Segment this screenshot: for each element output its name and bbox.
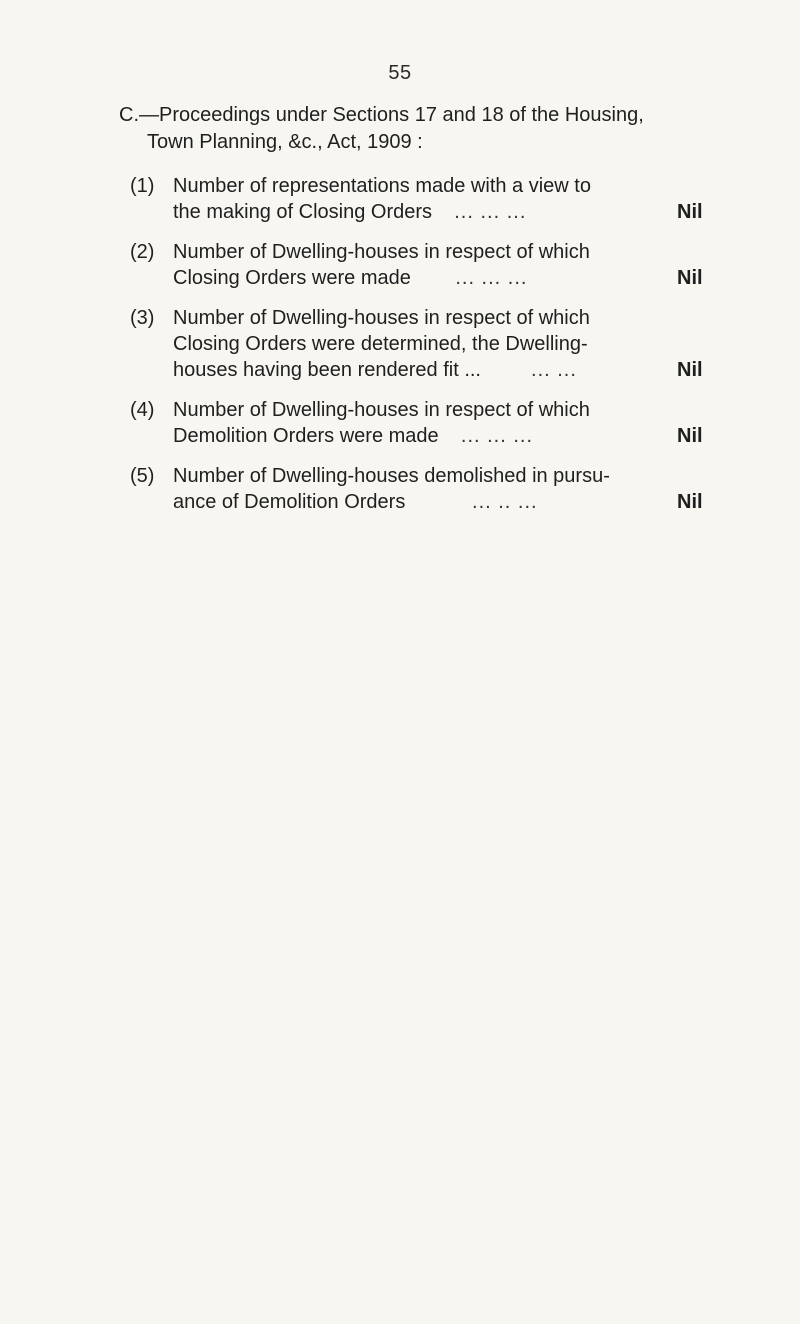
item-line: Number of Dwelling-houses in respect of which xyxy=(173,307,590,329)
item-last-text: ance of Demolition Orders xyxy=(173,491,406,513)
item-value: Nil xyxy=(677,359,703,381)
item-value: Nil xyxy=(677,267,703,289)
item-line: Closing Orders were determined, the Dwelling- xyxy=(173,333,588,355)
section-heading-line-1: C.—Proceedings under Sections 17 and 18 of the Housing, xyxy=(119,104,644,126)
list-item xyxy=(0,173,800,225)
section-heading xyxy=(119,102,709,156)
item-value: Nil xyxy=(677,425,703,447)
section-heading-line-2: Town Planning, &c., Act, 1909 : xyxy=(147,131,423,153)
item-number: (5) xyxy=(130,465,155,487)
item-last-text: Closing Orders were made xyxy=(173,267,411,289)
dot-leader: ... ... ... xyxy=(454,201,527,223)
item-last-line xyxy=(173,423,671,449)
list-item xyxy=(0,305,800,383)
item-line: Number of Dwelling-houses in respect of which xyxy=(173,241,590,263)
item-last-line xyxy=(173,199,671,225)
item-last-line xyxy=(173,489,671,515)
item-number: (4) xyxy=(130,399,155,421)
dot-leader: ... ... xyxy=(531,359,577,381)
item-last-line xyxy=(173,357,671,383)
item-last-text: Demolition Orders were made xyxy=(173,425,439,447)
list-item xyxy=(0,463,800,515)
item-line: Number of Dwelling-houses in respect of which xyxy=(173,399,590,421)
item-last-text: houses having been rendered fit ... xyxy=(173,359,481,381)
item-value: Nil xyxy=(677,201,703,223)
proceedings-list xyxy=(0,173,800,529)
dot-leader: ... ... ... xyxy=(460,425,534,447)
item-text xyxy=(173,239,671,291)
page-number: 55 xyxy=(388,62,412,84)
item-text xyxy=(173,173,671,225)
item-last-line xyxy=(173,265,671,291)
list-item xyxy=(0,397,800,449)
item-line: Number of Dwelling-houses demolished in pursu- xyxy=(173,465,610,487)
item-number: (1) xyxy=(130,175,155,197)
item-line: Number of representations made with a view to xyxy=(173,175,591,197)
item-text xyxy=(173,463,671,515)
item-last-text: the making of Closing Orders xyxy=(173,201,433,223)
item-value: Nil xyxy=(677,491,703,513)
item-text xyxy=(173,397,671,449)
item-number: (3) xyxy=(130,307,155,329)
dot-leader: ... ... ... xyxy=(455,267,528,289)
list-item xyxy=(0,239,800,291)
item-text xyxy=(173,305,671,383)
dot-leader: ... .. ... xyxy=(472,491,538,513)
item-number: (2) xyxy=(130,241,155,263)
